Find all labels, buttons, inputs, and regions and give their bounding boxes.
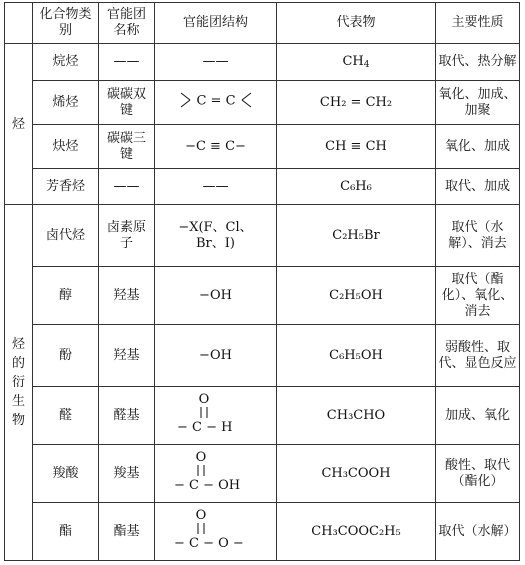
representative-cell: CH ≡ CH: [277, 125, 436, 169]
properties-cell: 取代、加成: [436, 169, 520, 205]
table-row: [5, 267, 520, 325]
carbonyl-oxygen: O: [195, 508, 206, 523]
compound-class-cell: 烯烃: [33, 81, 99, 125]
header-group-cell: [5, 3, 33, 44]
carbonyl-chain: − C − H: [176, 420, 232, 435]
functional-group-name-cell: 羟基: [99, 325, 155, 387]
representative-cell: CH₃CHO: [277, 387, 436, 445]
table-row: [5, 44, 520, 81]
compound-class-cell: 芳香烃: [33, 169, 99, 205]
properties-cell: 加成、氧化: [436, 387, 520, 445]
functional-group-structure-cell: −C ≡ C−: [155, 125, 277, 169]
alkene-double-bond-structure: [171, 88, 261, 112]
properties-cell: 酸性、取代（酯化）: [436, 445, 520, 503]
table-row: [5, 325, 520, 387]
compound-class-cell: 羧酸: [33, 445, 99, 503]
functional-group-name-cell: ——: [99, 44, 155, 81]
representative-cell: CH₃COOC₂H₅: [277, 503, 436, 561]
compound-class-cell: 醇: [33, 267, 99, 325]
svg-text:O: [195, 508, 206, 523]
group-label-derivative: 烃的衍生物: [5, 205, 33, 561]
carbonyl-chain: − C − O −: [173, 536, 244, 551]
svg-text:O: [198, 392, 209, 407]
functional-group-structure-cell: −OH: [155, 325, 277, 387]
carbonyl-oxygen: O: [198, 392, 209, 407]
table-row: [5, 503, 520, 561]
representative-cell: C₂H₅Br: [277, 205, 436, 267]
group-label-hydrocarbon: 烃: [5, 44, 33, 205]
properties-cell: 氧化、加成: [436, 125, 520, 169]
compound-class-cell: 炔烃: [33, 125, 99, 169]
functional-group-name-cell: 碳碳三键: [99, 125, 155, 169]
header-functional-group-structure: 官能团结构: [155, 3, 277, 44]
functional-group-name-cell: 羟基: [99, 267, 155, 325]
table-row: [5, 125, 520, 169]
properties-cell: 取代（水解）、消去: [436, 205, 520, 267]
table-row: [5, 387, 520, 445]
header-functional-group-name: 官能团名称: [99, 3, 155, 44]
header-properties: 主要性质: [436, 3, 520, 44]
representative-cell: C₆H₆: [277, 169, 436, 205]
properties-cell: 氧化、加成、加聚: [436, 81, 520, 125]
ester-group-structure: [168, 506, 264, 552]
compound-class-cell: 酚: [33, 325, 99, 387]
representative-cell: CH₂ = CH₂: [277, 81, 436, 125]
table-row: [5, 169, 520, 205]
representative-cell: $CH_4$: [277, 44, 436, 81]
properties-cell: 取代（水解）: [436, 503, 520, 561]
functional-group-structure-cell: [155, 503, 277, 561]
representative-cell: C₂H₅OH: [277, 267, 436, 325]
carbonyl-oxygen: O: [195, 450, 206, 465]
header-compound-class: 化合物类别: [33, 3, 99, 44]
functional-group-name-cell: 碳碳双键: [99, 81, 155, 125]
compound-class-cell: 酯: [33, 503, 99, 561]
compound-class-cell: 烷烃: [33, 44, 99, 81]
functional-group-name-cell: 酯基: [99, 503, 155, 561]
table-row: [5, 445, 520, 503]
functional-group-structure-cell: ——: [155, 169, 277, 205]
carboxyl-group-structure: [168, 448, 264, 494]
table-row: [5, 81, 520, 125]
functional-group-name-cell: 醛基: [99, 387, 155, 445]
functional-group-name-cell: 卤素原子: [99, 205, 155, 267]
functional-group-structure-cell: ——: [155, 44, 277, 81]
properties-cell: 弱酸性、取代、显色反应: [436, 325, 520, 387]
organic-compounds-table-sheet: [4, 2, 520, 561]
functional-group-structure-cell: [155, 387, 277, 445]
svg-text:O: [195, 450, 206, 465]
functional-group-name-cell: 羧基: [99, 445, 155, 503]
compound-class-cell: 卤代烃: [33, 205, 99, 267]
functional-group-structure-cell: −OH: [155, 267, 277, 325]
carbonyl-chain: − C − OH: [173, 478, 240, 493]
aldehyde-group-structure: [171, 390, 261, 436]
representative-cell: C₆H₅OH: [277, 325, 436, 387]
header-representative: 代表物: [277, 3, 436, 44]
functional-group-structure-cell: −X(F、Cl、Br、I): [155, 205, 277, 267]
properties-cell: 取代、热分解: [436, 44, 520, 81]
compound-class-cell: 醛: [33, 387, 99, 445]
header-row: [5, 3, 520, 44]
functional-group-structure-cell: [155, 81, 277, 125]
svg-text:C = C: C = C: [195, 93, 236, 109]
table-row: [5, 205, 520, 267]
functional-group-name-cell: ——: [99, 169, 155, 205]
properties-cell: 取代（酯化）、氧化、消去: [436, 267, 520, 325]
functional-group-structure-cell: [155, 445, 277, 503]
organic-compounds-table: [4, 2, 520, 561]
representative-cell: CH₃COOH: [277, 445, 436, 503]
